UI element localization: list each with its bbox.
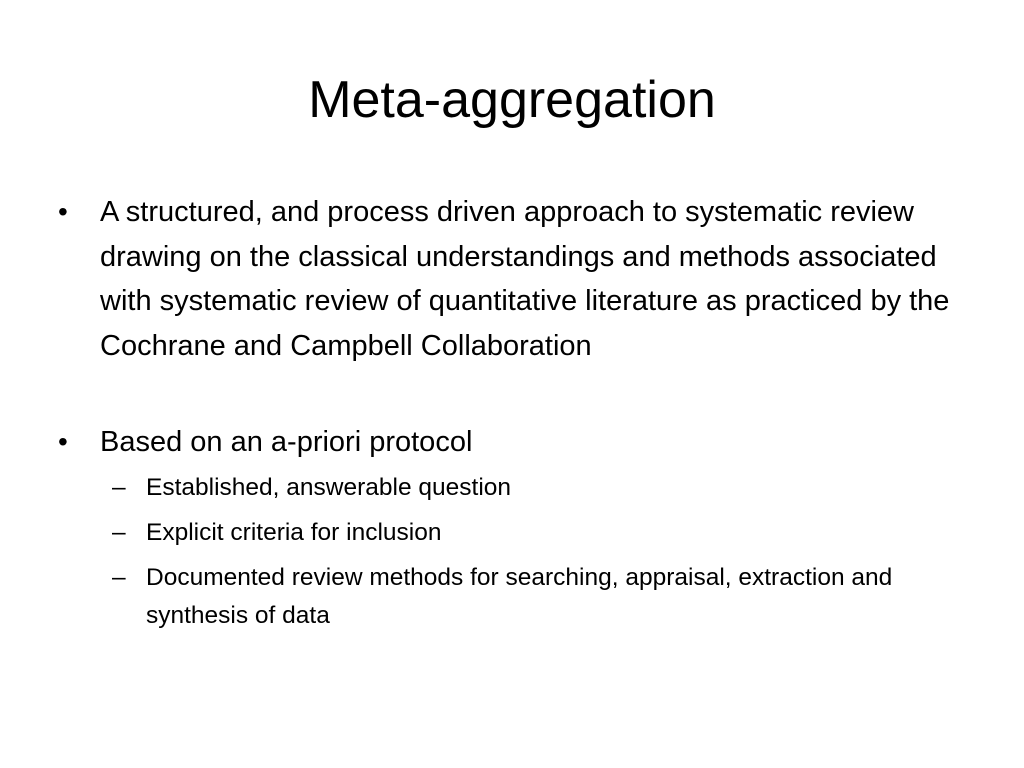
sub-item-text: Established, answerable question: [146, 473, 512, 501]
bullet-text: Based on an a-priori protocol: [100, 426, 473, 458]
sub-item-3: [100, 559, 956, 635]
slide-body: [56, 190, 956, 642]
bullet-icon: •: [58, 426, 68, 457]
dash-icon: –: [112, 563, 126, 591]
dash-icon: –: [112, 518, 126, 546]
bullet-item-2: [56, 420, 956, 465]
bullet-text: A structured, and process driven approach to systematic review drawing on the classical understandings and methods associated with systematic review of quantitative literature as practiced by the Cochrane and Campbell Collaboration: [100, 196, 950, 362]
sub-item-text: Explicit criteria for inclusion: [146, 518, 442, 546]
sub-item-2: [100, 514, 956, 552]
sub-item-text: Documented review methods for searching, appraisal, extraction and synthesis of data: [146, 563, 893, 629]
sub-item-1: [100, 469, 956, 507]
sub-list: [100, 469, 956, 635]
bullet-item-1: [56, 190, 956, 368]
dash-icon: –: [112, 473, 126, 501]
bullet-icon: •: [58, 196, 68, 227]
slide-title: Meta-aggregation: [308, 71, 716, 129]
